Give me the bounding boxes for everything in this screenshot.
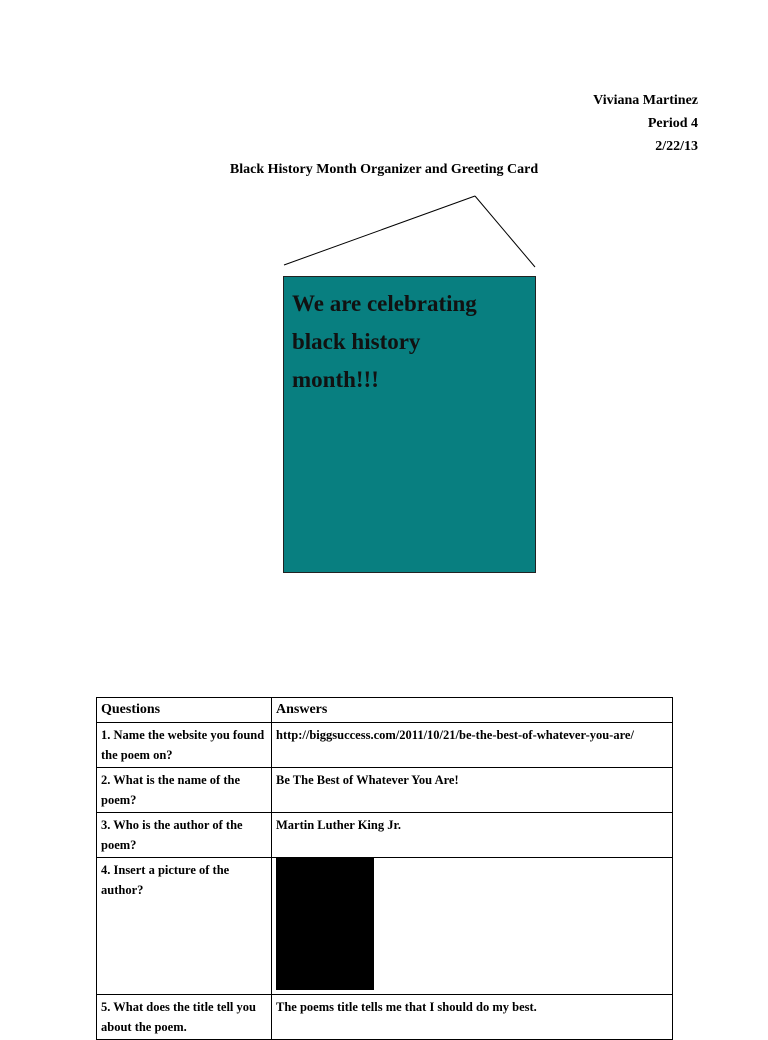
qa-table: [96, 697, 673, 1040]
question-cell: 1. Name the website you found the poem on?: [97, 723, 272, 768]
page-title: Black History Month Organizer and Greeting Card: [229, 162, 539, 177]
table-row: [97, 858, 673, 995]
card-roof-lines: [0, 0, 768, 300]
answer-cell: [272, 858, 673, 995]
card-message: [292, 285, 527, 399]
questions-header: Questions: [97, 698, 272, 723]
answer-cell: The poems title tells me that I should do my best.: [272, 995, 673, 1040]
card-line-1: We are celebrating: [292, 291, 477, 316]
card-line-3: month!!!: [292, 367, 379, 392]
card-line-2: black history: [292, 329, 421, 354]
question-cell: 3. Who is the author of the poem?: [97, 813, 272, 858]
greeting-card: [283, 276, 536, 573]
answer-cell: http://biggsuccess.com/2011/10/21/be-the-best-of-whatever-you-are/: [272, 723, 673, 768]
author-photo: [276, 858, 374, 990]
document-date: 2/22/13: [655, 139, 698, 154]
answer-cell: Be The Best of Whatever You Are!: [272, 768, 673, 813]
table-row: [97, 813, 673, 858]
table-row: [97, 723, 673, 768]
class-period: Period 4: [647, 116, 698, 131]
student-name: Viviana Martinez: [593, 93, 698, 108]
answer-cell: Martin Luther King Jr.: [272, 813, 673, 858]
question-cell: 5. What does the title tell you about the poem.: [97, 995, 272, 1040]
table-header-row: [97, 698, 673, 723]
table-row: [97, 995, 673, 1040]
question-cell: 2. What is the name of the poem?: [97, 768, 272, 813]
question-cell: 4. Insert a picture of the author?: [97, 858, 272, 995]
table-row: [97, 768, 673, 813]
answers-header: Answers: [272, 698, 673, 723]
